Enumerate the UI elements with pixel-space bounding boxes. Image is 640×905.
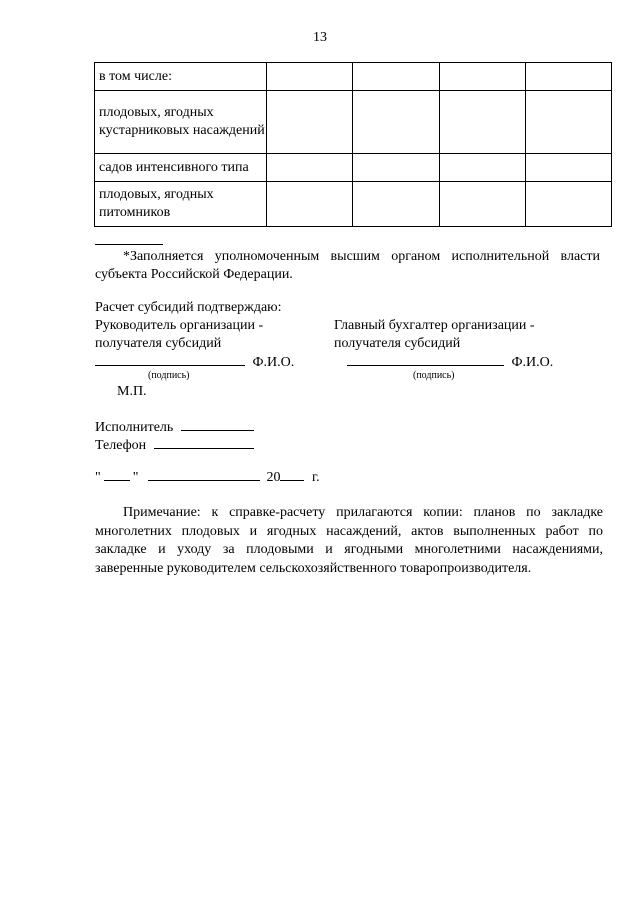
table-row [95,154,612,182]
table-cell [525,182,611,227]
table-row-label: плодовых, ягодных кустарниковых насаждений [95,91,267,154]
table-row [95,182,612,227]
table-cell [439,91,525,154]
table-cell [267,154,353,182]
table-cell [267,63,353,91]
accountant-signature-line[interactable] [347,353,504,366]
head-signature-line[interactable] [95,353,245,366]
accountant-title-line2: получателя субсидий [334,336,461,351]
table-row-label: плодовых, ягодных питомников [95,182,267,227]
executor-row [95,418,254,437]
stamp-label: М.П. [117,384,147,399]
date-year-prefix: 20 [266,470,281,485]
date-quote-open: " [95,470,101,485]
table-cell [439,182,525,227]
table-cell [439,154,525,182]
confirm-label: Расчет субсидий подтверждаю: [95,300,282,315]
phone-row [95,436,254,455]
footnote-separator [95,244,163,245]
table-cell [525,154,611,182]
table-row [95,63,612,91]
note: Примечание: к справке-расчету прилагаются копии: планов по закладке многолетних плодовых и ягодных насаждений, актов выполненных работ по закладке и уходу за плодовыми и ягодными многолетними насаждениями, заверенные руководителем сельскохозяйственного товаропроизводителя. [95,505,603,576]
table-cell [353,91,439,154]
table-cell [525,91,611,154]
table-row-label: садов интенсивного типа [95,154,267,182]
date-year-field[interactable] [280,468,304,481]
date-row [95,468,320,487]
page-number: 13 [313,30,327,45]
table-cell [353,154,439,182]
table-cell [439,63,525,91]
table-row [95,91,612,154]
table-cell [353,63,439,91]
accountant-title-line1: Главный бухгалтер организации - [334,318,535,333]
accountant-signature-caption: (подпись) [413,370,455,381]
head-title-line2: получателя субсидий [95,336,222,351]
date-year-suffix: г. [311,470,320,485]
accountant-fio: Ф.И.О. [511,355,554,370]
date-day-field[interactable] [104,468,130,481]
executor-label: Исполнитель [95,420,174,435]
date-month-field[interactable] [148,468,260,481]
executor-field[interactable] [181,418,254,431]
phone-field[interactable] [154,436,254,449]
date-quote-close: " [132,470,139,485]
table-cell [267,182,353,227]
table-row-label: в том числе: [95,63,267,91]
table-cell [525,63,611,91]
table-cell [353,182,439,227]
table-cell [267,91,353,154]
footnote: *Заполняется уполномоченным высшим органом исполнительной власти субъекта Российской Федерации. [95,249,600,282]
head-signature-row [95,353,294,372]
subsidy-table [94,62,612,227]
head-title-line1: Руководитель организации - [95,318,264,333]
head-fio: Ф.И.О. [252,355,295,370]
phone-label: Телефон [95,438,147,453]
head-signature-caption: (подпись) [148,370,190,381]
